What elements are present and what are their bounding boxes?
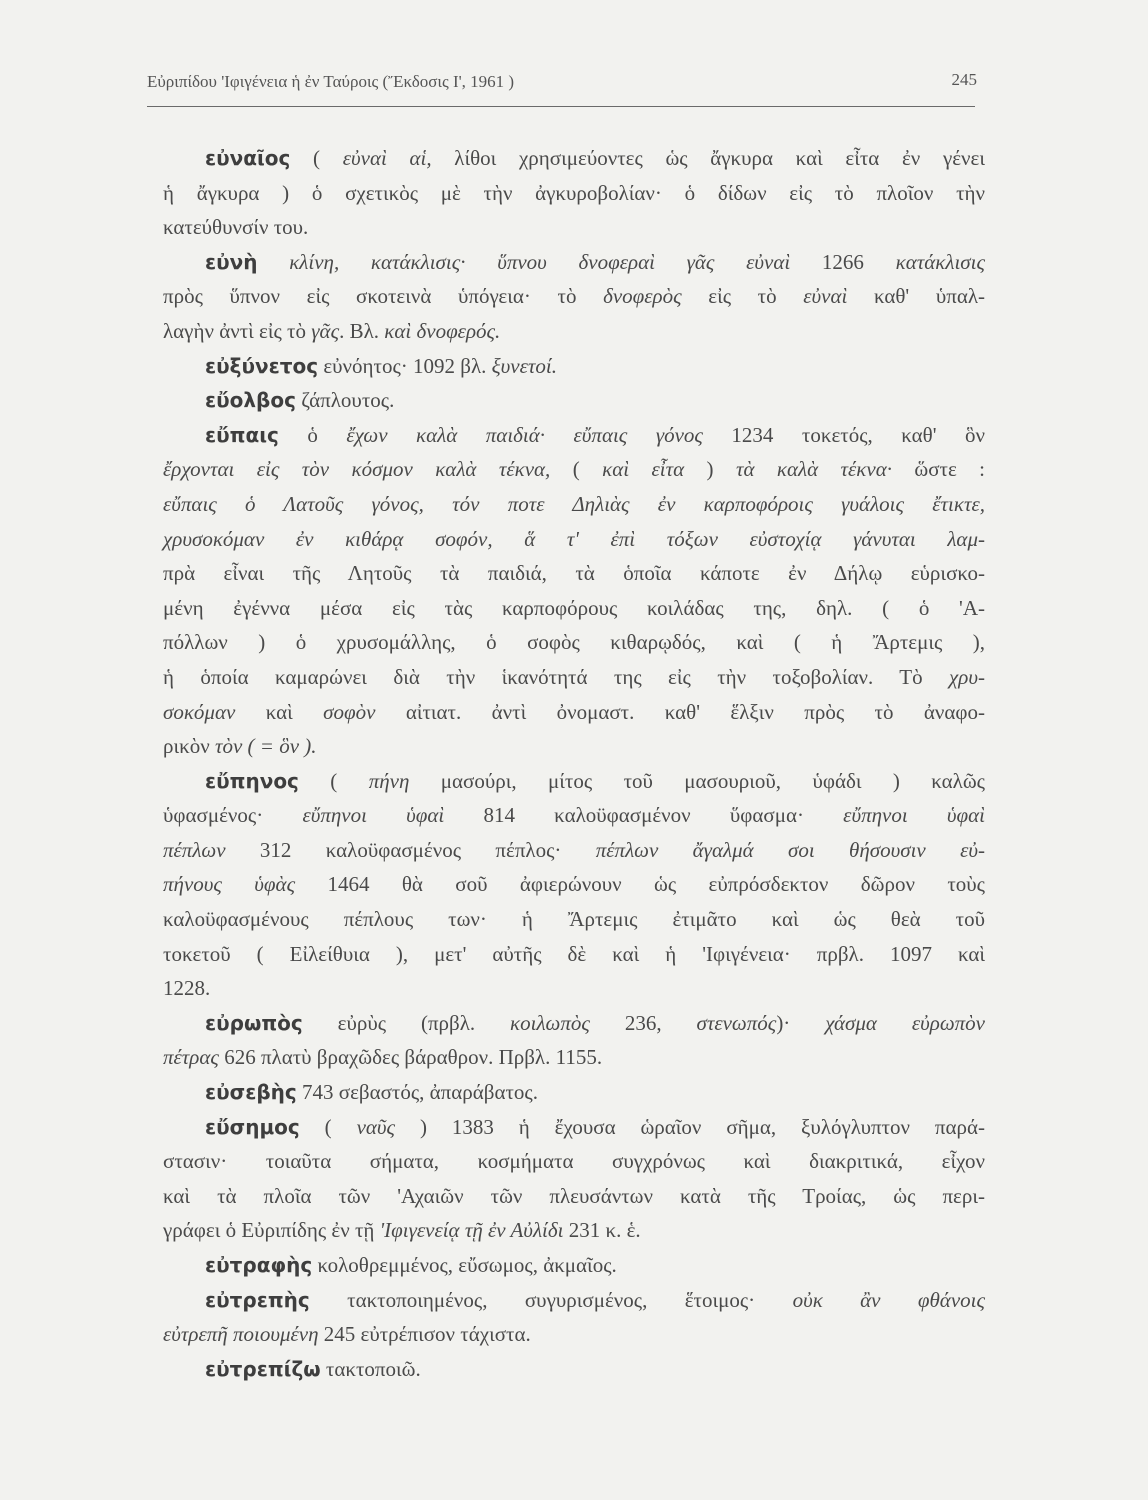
definition-text: καθ' ὑπαλ- — [847, 284, 986, 309]
glossary-entry — [163, 764, 985, 1006]
headword: εὔπηνος — [205, 768, 299, 793]
glossary-entry — [163, 1075, 985, 1110]
headword: εὔολβος — [205, 388, 296, 413]
definition-text: γράφει ὁ Εὐριπίδης ἐν τῇ — [163, 1218, 380, 1243]
quotation-text: εὐναὶ αἱ, — [342, 146, 432, 170]
definition-text: εὐρὺς (πρβλ. — [302, 1010, 511, 1035]
definition-text: ἡ ὁποία καμαρώνει διὰ τὴν ἱκανότητά της εἰς τὴν τοξοβολίαν. Τὸ — [163, 664, 950, 689]
header-title: Εὐριπίδου 'Ιφιγένεια ἡ ἐν Ταύροις (Ἔκδοσις Ι', 1961 ) — [147, 72, 515, 91]
quotation-text: σοκόμαν — [163, 699, 236, 724]
text-line — [163, 695, 985, 730]
text-line — [163, 1040, 985, 1075]
quotation-text: πήνη — [368, 768, 410, 793]
definition-text: κολοθρεμμένος, εὔσωμος, ἀκμαῖος. — [312, 1253, 617, 1277]
text-line — [163, 245, 985, 280]
text-line — [163, 418, 985, 453]
definition-text: εὐνόητος· 1092 βλ. — [318, 353, 492, 378]
headword: εὔπαις — [205, 422, 279, 447]
definition-text: 236, — [589, 1010, 697, 1035]
text-line — [163, 141, 985, 176]
text-line — [163, 522, 985, 557]
quotation-text: γᾶς — [311, 318, 340, 343]
definition-text: τοκετοῦ ( Εἰλείθυια ), μετ' αὐτῆς δὲ καὶ ἡ 'Ιφιγένεια· πρβλ. 1097 καὶ — [163, 941, 985, 966]
definition-text: ( — [299, 1114, 357, 1139]
header-rule — [147, 106, 975, 107]
quotation-text: εὐναὶ — [803, 284, 848, 309]
text-line — [163, 1110, 985, 1145]
glossary-entry — [163, 1110, 985, 1248]
quotation-text: δνοφερὸς — [603, 284, 682, 309]
definition-text: 743 σεβαστός, ἀπαράβατος. — [296, 1080, 538, 1105]
definition-text: ὥστε : — [891, 457, 986, 482]
quotation-text: ἔχων καλὰ παιδιά· εὔπαις γόνος — [346, 422, 703, 447]
text-line — [163, 349, 985, 384]
quotation-text: στενωπός — [696, 1010, 777, 1035]
glossary-entry — [163, 1352, 985, 1387]
quotation-text: ξυνετοί. — [491, 353, 557, 378]
text-line — [163, 210, 985, 245]
glossary-entry — [163, 1248, 985, 1283]
text-line — [163, 660, 985, 695]
definition-text: στασιν· τοιαῦτα σήματα, κοσμήματα συγχρόνως καὶ διακριτικά, εἶχον — [163, 1149, 985, 1174]
definition-text: λαγὴν ἀντὶ εἰς τὸ — [163, 318, 312, 343]
glossary-entry — [163, 349, 985, 384]
quotation-text: κατάκλισις — [895, 249, 985, 274]
text-line — [163, 1352, 985, 1387]
quotation-text: εὔπηνοι ὑφαὶ — [843, 803, 985, 828]
text-line — [163, 764, 985, 799]
quotation-text: εὔπηνοι ὑφαὶ — [302, 803, 445, 828]
quotation-text: εὐτρεπῆ ποιουμένη — [163, 1322, 319, 1347]
quotation-text: ἔρχονται εἰς τὸν κόσμον καλὰ τέκνα, — [163, 457, 551, 482]
glossary-entry — [163, 141, 985, 245]
definition-text: . Βλ. — [339, 318, 385, 343]
quotation-text: τὸν ( = ὃν ). — [214, 734, 317, 759]
definition-text: καὶ — [235, 699, 324, 724]
glossary-entry — [163, 1006, 985, 1075]
headword: εὐσεβὴς — [205, 1080, 297, 1105]
headword: εὔσημος — [205, 1114, 300, 1139]
quotation-text: κοιλωπὸς — [510, 1010, 590, 1035]
text-line — [163, 1213, 985, 1248]
definition-text — [258, 250, 290, 274]
text-line — [163, 971, 985, 1006]
definition-text: ρικὸν — [163, 734, 215, 759]
definition-text: πρὰ εἶναι τῆς Λητοῦς τὰ παιδιά, τὰ ὁποῖα κάποτε ἐν Δήλῳ εὑρισκο- — [163, 561, 985, 586]
headword: εὐτραφὴς — [205, 1253, 313, 1277]
quotation-text: 'Ιφιγενείᾳ τῇ ἐν Αὐλίδι — [379, 1218, 564, 1243]
definition-text: ( — [550, 457, 603, 482]
text-line — [163, 902, 985, 937]
text-line — [163, 452, 985, 487]
quotation-text: τὰ καλὰ τέκνα· — [735, 457, 892, 482]
definition-text: ) 1383 ἡ ἔχουσα ὡραῖον σῆμα, ξυλόγλυπτον παρά- — [395, 1114, 985, 1139]
definition-text: καὶ τὰ πλοῖα τῶν 'Αχαιῶν τῶν πλευσάντων κατὰ τῆς Τροίας, ὡς περι- — [163, 1183, 985, 1208]
text-line — [163, 1006, 985, 1041]
quotation-text: πέπλων ἄγαλμά σοι θήσουσιν εὐ- — [595, 837, 985, 862]
quotation-text: χρυσοκόμαν ἐν κιθάρᾳ σοφόν, ἅ τ' ἐπὶ τόξων εὐστοχίᾳ γάνυται λαμ- — [163, 526, 985, 551]
text-line — [163, 1248, 985, 1283]
definition-text: ( — [290, 146, 343, 170]
definition-text: τακτοποιῶ. — [320, 1356, 421, 1381]
definition-text: 1228. — [163, 976, 211, 1001]
glossary-entry — [163, 383, 985, 418]
text-line — [163, 1179, 985, 1214]
headword: εὐρωπὸς — [205, 1010, 303, 1035]
definition-text: ( — [298, 768, 369, 793]
text-line — [163, 867, 985, 902]
text-line — [163, 176, 985, 211]
definition-text: μένη ἐγέννα μέσα εἰς τὰς καρποφόρους κοιλάδας της, δηλ. ( ὁ 'Α- — [163, 595, 985, 620]
quotation-text: οὐκ ἂν φθάνοις — [792, 1287, 986, 1312]
quotation-text: πήνους ὑφὰς — [163, 872, 296, 897]
definition-text: λίθοι χρησιμεύοντες ὡς ἄγκυρα καὶ εἶτα ἐν γένει — [431, 146, 986, 170]
headword: εὐτρεπὴς — [205, 1287, 310, 1312]
headword: εὐτρεπίζω — [205, 1356, 321, 1381]
glossary-body — [163, 141, 985, 1386]
definition-text: μασούρι, μίτος τοῦ μασουριοῦ, ὑφάδι ) καλῶς — [409, 768, 985, 793]
definition-text: αἰτιατ. ἀντὶ ὀνομαστ. καθ' ἕλξιν πρὸς τὸ ἀναφο- — [375, 699, 985, 724]
quotation-text: καὶ δνοφερός. — [384, 318, 501, 343]
definition-text: 312 καλοϋφασμένος πέπλος· — [225, 837, 596, 862]
definition-text: τακτοποιημένος, συγυρισμένος, ἕτοιμος· — [309, 1287, 793, 1312]
definition-text: ὑφασμένος· — [163, 803, 303, 828]
quotation-text: πέτρας — [163, 1045, 219, 1070]
definition-text: ὁ — [278, 422, 347, 447]
text-line — [163, 1317, 985, 1352]
definition-text: 1266 — [790, 249, 896, 274]
definition-text: 626 πλατὺ βραχῶδες βάραθρον. Πρβλ. 1155. — [218, 1045, 603, 1070]
text-line — [163, 1283, 985, 1318]
text-line — [163, 314, 985, 349]
text-line — [163, 937, 985, 972]
quotation-text: χρυ- — [949, 664, 985, 689]
definition-text: 231 κ. ἑ. — [563, 1218, 641, 1243]
headword: εὐξύνετος — [205, 353, 319, 378]
quotation-text: σοφὸν — [323, 699, 376, 724]
text-line — [163, 1144, 985, 1179]
definition-text: 1464 θὰ σοῦ ἀφιερώνουν ὡς εὐπρόσδεκτον δῶρον τοὺς — [295, 872, 985, 897]
quotation-text: εὔπαις ὁ Λατοῦς γόνος, τόν ποτε Δηλιὰς ἐν καρποφόροις γυάλοις ἔτικτε, — [163, 491, 985, 516]
quotation-text: χάσμα εὐρωπὸν — [825, 1010, 985, 1035]
text-line — [163, 729, 985, 764]
page-number: 245 — [951, 70, 977, 89]
text-line — [163, 556, 985, 591]
definition-text: 814 καλοϋφασμένον ὕφασμα· — [444, 803, 844, 828]
glossary-entry — [163, 245, 985, 349]
definition-text: ζάπλουτος. — [295, 388, 395, 413]
glossary-entry — [163, 418, 985, 764]
definition-text: καλοϋφασμένους πέπλους των· ἡ Ἄρτεμις ἐτιμᾶτο καὶ ὡς θεὰ τοῦ — [163, 907, 985, 932]
quotation-text: κλίνη, κατάκλισις· ὕπνου δνοφεραὶ γᾶς εὐναὶ — [289, 249, 791, 274]
text-line — [163, 625, 985, 660]
text-line — [163, 279, 985, 314]
glossary-entry — [163, 1283, 985, 1352]
definition-text: κατεύθυνσίν του. — [163, 215, 309, 240]
definition-text: εἰς τὸ — [681, 284, 804, 309]
text-line — [163, 383, 985, 418]
text-line — [163, 798, 985, 833]
running-header — [147, 72, 977, 98]
text-line — [163, 591, 985, 626]
definition-text: ) — [684, 457, 736, 482]
definition-text: ἡ ἄγκυρα ) ὁ σχετικὸς μὲ τὴν ἀγκυροβολίαν· ὁ δίδων εἰς τὸ πλοῖον τὴν — [163, 180, 985, 205]
quotation-text: ναῦς — [356, 1114, 396, 1139]
definition-text: 245 εὐτρέπισον τάχιστα. — [318, 1322, 531, 1347]
headword: εὐναῖος — [205, 146, 291, 170]
quotation-text: καὶ εἶτα — [602, 457, 685, 482]
text-line — [163, 1075, 985, 1110]
definition-text: 1234 τοκετός, καθ' ὃν — [702, 422, 985, 447]
headword: εὐνὴ — [205, 249, 258, 274]
definition-text: )· — [776, 1010, 826, 1035]
quotation-text: πέπλων — [163, 837, 226, 862]
definition-text: πόλλων ) ὁ χρυσομάλλης, ὁ σοφὸς κιθαρῳδός, καὶ ( ἡ Ἄρτεμις ), — [163, 630, 985, 655]
definition-text: πρὸς ὕπνον εἰς σκοτεινὰ ὑπόγεια· τὸ — [163, 284, 604, 309]
text-line — [163, 833, 985, 868]
text-line — [163, 487, 985, 522]
